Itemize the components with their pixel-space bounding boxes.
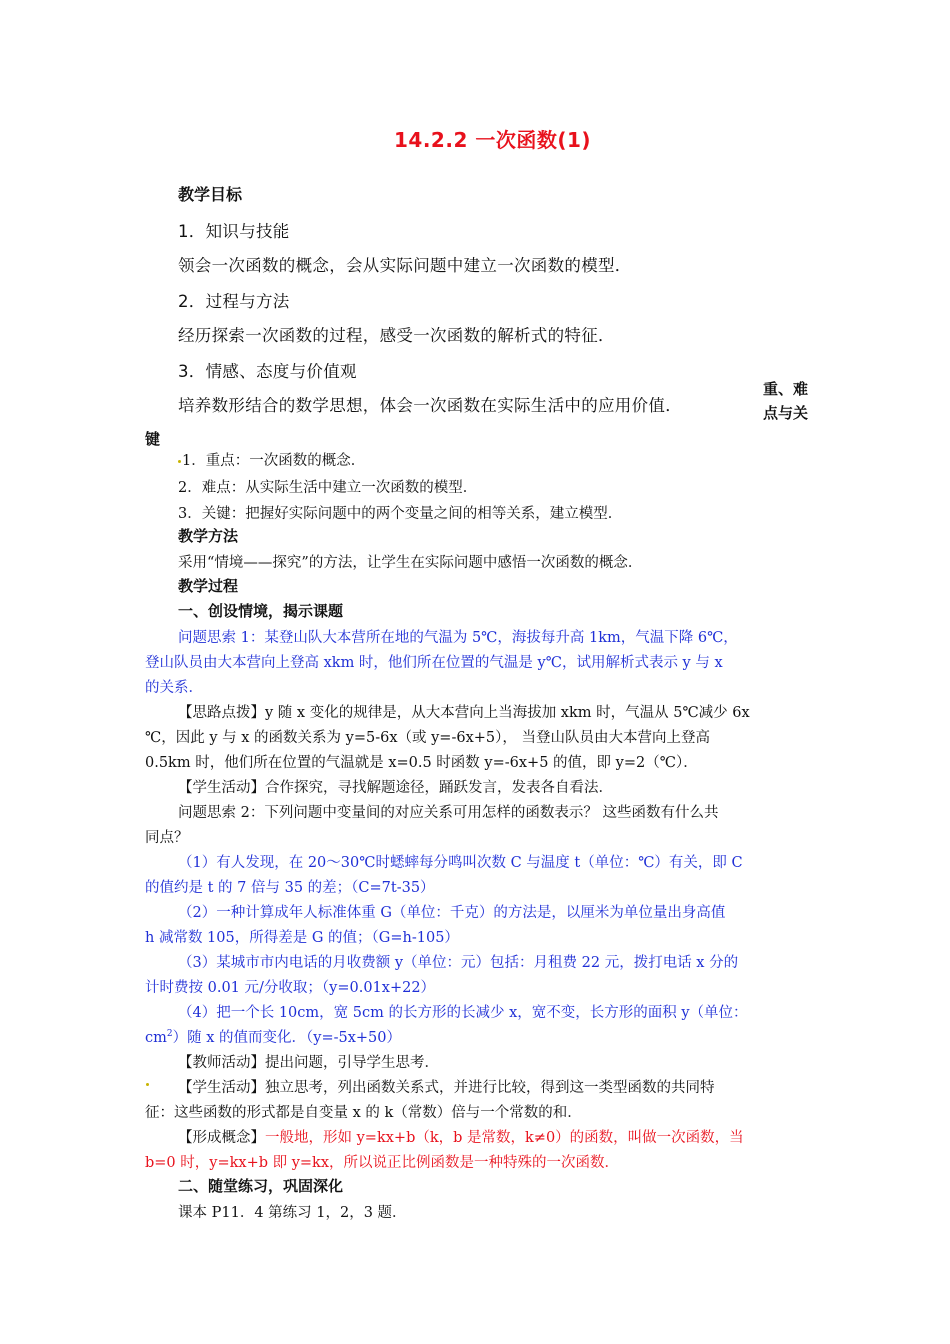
unit-cm: cm (145, 1030, 167, 1046)
unit-exponent: 2 (166, 1029, 173, 1040)
question-1-line1: 问题思索 1：某登山队大本营所在地的气温为 5℃，海拔每升高 1km，气温下降 6℃， (178, 630, 738, 646)
objective-2-text: 经历探索一次函数的过程，感受一次函数的解析式的特征． (178, 326, 615, 345)
section-2-heading: 二、随堂练习，巩固深化 (178, 1177, 344, 1195)
student-activity-1: 【学生活动】合作探究，寻找解题途径，踊跃发言，发表各自看法． (178, 780, 613, 796)
hint-line2: ℃，因此 y 与 x 的函数关系为 y=5-6x（或 y=-6x+5）， 当登山队员由大本营向上登高 (145, 730, 710, 746)
concept-definition: 一般地，形如 y=kx+b（k，b 是常数，k≠0）的函数，叫做一次函数，当 (265, 1130, 744, 1146)
example-4-line2-rest: ）随 x 的值而变化．（y=-5x+50） (172, 1030, 401, 1046)
example-1-line2: 的值约是 t 的 7 倍与 35 的差；（C=7t-35） (145, 880, 435, 896)
question-1-line2: 登山队员由大本营向上登高 xkm 时，他们所在位置的气温是 y℃，试用解析式表示 y 与 x (145, 655, 723, 671)
student-activity-2-line2: 征：这些函数的形式都是自变量 x 的 k（常数）倍与一个常数的和． (145, 1105, 582, 1121)
teacher-activity: 【教师活动】提出问题，引导学生思考． (178, 1055, 439, 1071)
student-activity-2-line1: 【学生活动】独立思考，列出函数关系式，并进行比较，得到这一类型函数的共同特 (178, 1080, 715, 1096)
objective-2-title: 2．过程与方法 (178, 292, 290, 311)
page-title: 14.2.2 一次函数(1) (394, 128, 592, 152)
example-1-line1: （1）有人发现，在 20～30℃时蟋蟀每分鸣叫次数 C 与温度 t（单位：℃）有关，即 C (178, 855, 743, 871)
practice-text: 课本 P11．4 第练习 1，2，3 题． (178, 1205, 407, 1221)
scan-artifact-dot (146, 1083, 149, 1086)
example-3-line1: （3）某城市市内电话的月收费额 y（单位：元）包括：月租费 22 元，拨打电话 x 分的 (178, 955, 739, 971)
concept-line2: b=0 时，y=kx+b 即 y=kx，所以说正比例函数是一种特殊的一次函数． (145, 1155, 620, 1171)
objective-1-title: 1．知识与技能 (178, 222, 290, 241)
keypoint-2: 2．难点：从实际生活中建立一次函数的模型． (178, 480, 478, 496)
keypoint-1: 1．重点：一次函数的概念． (182, 453, 366, 469)
concept-label: 【形成概念】 (178, 1130, 265, 1146)
method-heading: 教学方法 (178, 527, 239, 545)
keypoints-heading-line2: 点与关 (762, 404, 808, 422)
objective-3-title: 3．情感、态度与价值观 (178, 362, 357, 381)
concept-line1 (178, 1126, 744, 1147)
objectives-heading: 教学目标 (178, 185, 243, 204)
keypoints-heading-line3: 键 (145, 430, 161, 448)
keypoint-3: 3．关键：把握好实际问题中的两个变量之间的相等关系，建立模型． (178, 506, 623, 522)
example-4-line2 (145, 1026, 401, 1047)
example-3-line2: 计时费按 0.01 元/分收取；（y=0.01x+22） (145, 980, 436, 996)
objective-1-text: 领会一次函数的概念，会从实际问题中建立一次函数的模型． (178, 256, 632, 275)
section-1-heading: 一、创设情境，揭示课题 (178, 602, 344, 620)
objective-3-text: 培养数形结合的数学思想，体会一次函数在实际生活中的应用价值． (178, 396, 682, 415)
method-text: 采用“情境——探究”的方法，让学生在实际问题中感悟一次函数的概念． (178, 555, 643, 571)
hint-line3: 0.5km 时，他们所在位置的气温就是 x=0.5 时函数 y=-6x+5 的值，即 y=2（℃）． (145, 755, 698, 771)
keypoints-heading-line1: 重、难 (762, 380, 808, 398)
hint-line1: 【思路点拨】y 随 x 变化的规律是，从大本营向上当海拔加 xkm 时，气温从 5℃减少 6x (178, 705, 750, 721)
question-1-line3: 的关系． (145, 680, 203, 696)
example-4-line1: （4）把一个长 10cm，宽 5cm 的长方形的长减少 x，宽不变，长方形的面积 y（单位： (178, 1005, 748, 1021)
question-2-line1: 问题思索 2：下列问题中变量间的对应关系可用怎样的函数表示？ 这些函数有什么共 (178, 805, 719, 821)
example-2-line1: （2）一种计算成年人标准体重 G（单位：千克）的方法是，以厘米为单位量出身高值 (178, 905, 726, 921)
scan-artifact-dot (178, 460, 181, 463)
process-heading: 教学过程 (178, 577, 239, 595)
example-2-line2: h 减常数 105，所得差是 G 的值；（G=h-105） (145, 930, 459, 946)
question-2-line2: 同点？ (145, 830, 189, 846)
